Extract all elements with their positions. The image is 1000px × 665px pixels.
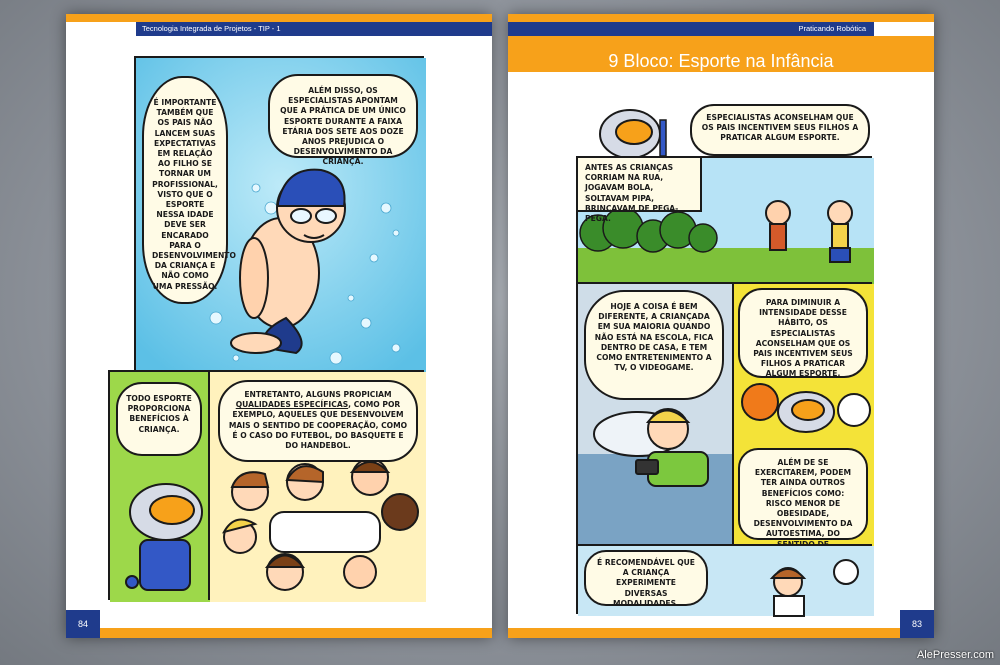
bubble-reduce-text-post: . bbox=[837, 369, 841, 379]
bubble-benefits bbox=[738, 448, 868, 540]
caption-before bbox=[576, 156, 702, 224]
bubble-today-text: HOJE A COISA É BEM DIFERENTE, A CRIANÇADA EM SUA MAIORIA QUANDO NÃO ESTÁ NA ESCOLA, FICA DENTRO DE CASA, E TEM COMO ENTRETENIMENTO A TV, O VIDEOGAME. bbox=[594, 302, 714, 373]
bubble-recommend bbox=[584, 550, 708, 606]
watermark-text: AlePresser.com bbox=[916, 649, 994, 661]
bubble-qualities bbox=[218, 380, 418, 462]
panel-recommend bbox=[576, 544, 872, 614]
panel-robot-left bbox=[108, 370, 208, 600]
right-footer-bar bbox=[508, 628, 900, 638]
caption-before-text: ANTES AS CRIANÇAS CORRIAM NA RUA, JOGAVAM BOLA, SOLTAVAM PIPA, BRINCAVAM DE PEGA-PEGA. bbox=[585, 163, 679, 224]
bubble-all-sports-text: TODO ESPORTE PROPORCIONA BENEFÍCIOS À CRIANÇA. bbox=[126, 394, 192, 434]
robot-head-top bbox=[590, 102, 690, 162]
bubble-expectations bbox=[142, 76, 236, 304]
bubble-today bbox=[584, 290, 724, 400]
bubble-recommend-text: É RECOMENDÁVEL QUE A CRIANÇA EXPERIMENTE DIVERSAS MODALIDADES. bbox=[596, 558, 695, 608]
left-header-text: Tecnologia Integrada de Projetos - TIP - 1 bbox=[142, 24, 281, 33]
left-page bbox=[66, 14, 492, 638]
section-title-text: 9 Bloco: Esporte na Infância bbox=[608, 51, 834, 71]
right-header-orange bbox=[508, 14, 934, 22]
right-header-text: Praticando Robótica bbox=[798, 24, 866, 33]
bubble-qualities-text-post: , COMO POR EXEMPLO, AQUELES QUE DESENVOLVEM MAIS O SENTIDO DE COOPERAÇÃO, COMO É O CASO DO FUTEBOL, DO BASQUETE E DO HANDEBOL. bbox=[228, 400, 408, 451]
bubble-specialists-text: ALÉM DISSO, OS ESPECIALISTAS APONTAM QUE A PRÁTICA DE UM ÚNICO ESPORTE DURANTE A FAIXA ETÁRIA DOS SETE AOS DOZE ANOS PREJUDICA O DESENVOLVIMENTO DA CRIANÇA. bbox=[280, 86, 406, 167]
panel-videogame bbox=[576, 282, 732, 544]
right-page-number-text: 83 bbox=[911, 619, 922, 629]
right-page-number bbox=[900, 610, 934, 638]
bubble-qualities-text-pre: ENTRETANTO, ALGUNS PROPICIAM bbox=[244, 390, 392, 399]
bubble-specialists bbox=[268, 74, 418, 167]
left-footer-bar bbox=[100, 628, 492, 638]
panel-robot-balls bbox=[732, 282, 872, 544]
right-header bbox=[508, 22, 874, 36]
bubble-reduce-text-pre: PARA DIMINUIR A INTENSIDADE DESSE HÁBITO, OS ESPECIALISTAS ACONSELHAM QUE OS PAIS INCENTIVEM SEUS FILHOS A PRATICAR ALGUM bbox=[753, 298, 853, 379]
panel-team bbox=[208, 370, 424, 600]
left-page-number-text: 84 bbox=[77, 619, 88, 629]
watermark bbox=[917, 649, 994, 661]
panel-swimmer bbox=[134, 56, 424, 376]
left-page-number bbox=[66, 610, 100, 638]
bubble-encourage bbox=[690, 104, 870, 156]
bubble-benefits-text: ALÉM DE SE EXERCITAREM, PODEM TER AINDA OUTROS BENEFÍCIOS COMO: RISCO MENOR DE OBESIDADE, DESENVOLVIMENTO DA AUTOESTIMA, DO bbox=[753, 458, 853, 539]
header-orange-bar bbox=[66, 14, 136, 22]
bubble-encourage-text: ESPECIALISTAS ACONSELHAM QUE OS PAIS INCENTIVEM SEUS FILHOS A PRATICAR ALGUM ESPORTE. bbox=[701, 113, 859, 143]
bubble-reduce bbox=[738, 288, 868, 378]
header-orange-strip bbox=[136, 14, 492, 22]
panel-playing-outside bbox=[576, 156, 872, 282]
right-page bbox=[508, 14, 934, 638]
bubble-qualities-emphasis: QUALIDADES ESPECÍFICAS bbox=[235, 400, 349, 410]
bubble-reduce-emphasis: ESPORTE bbox=[798, 369, 838, 379]
left-header bbox=[136, 22, 492, 36]
bubble-expectations-text: É IMPORTANTE TAMBÉM QUE OS PAIS NÃO LANCEM SUAS EXPECTATIVAS EM RELAÇÃO AO FILHO SE TORNAR UM PROFISSIONAL, VISTO QUE O ESPORTE NESSA IDADE DEVE SER ENCARADO PARA O DESENVOLVIMENTO DA CRIANÇA E NÃO COMO UMA PRESSÃO. bbox=[152, 98, 236, 291]
bubble-all-sports bbox=[116, 382, 202, 456]
section-title bbox=[508, 36, 934, 72]
